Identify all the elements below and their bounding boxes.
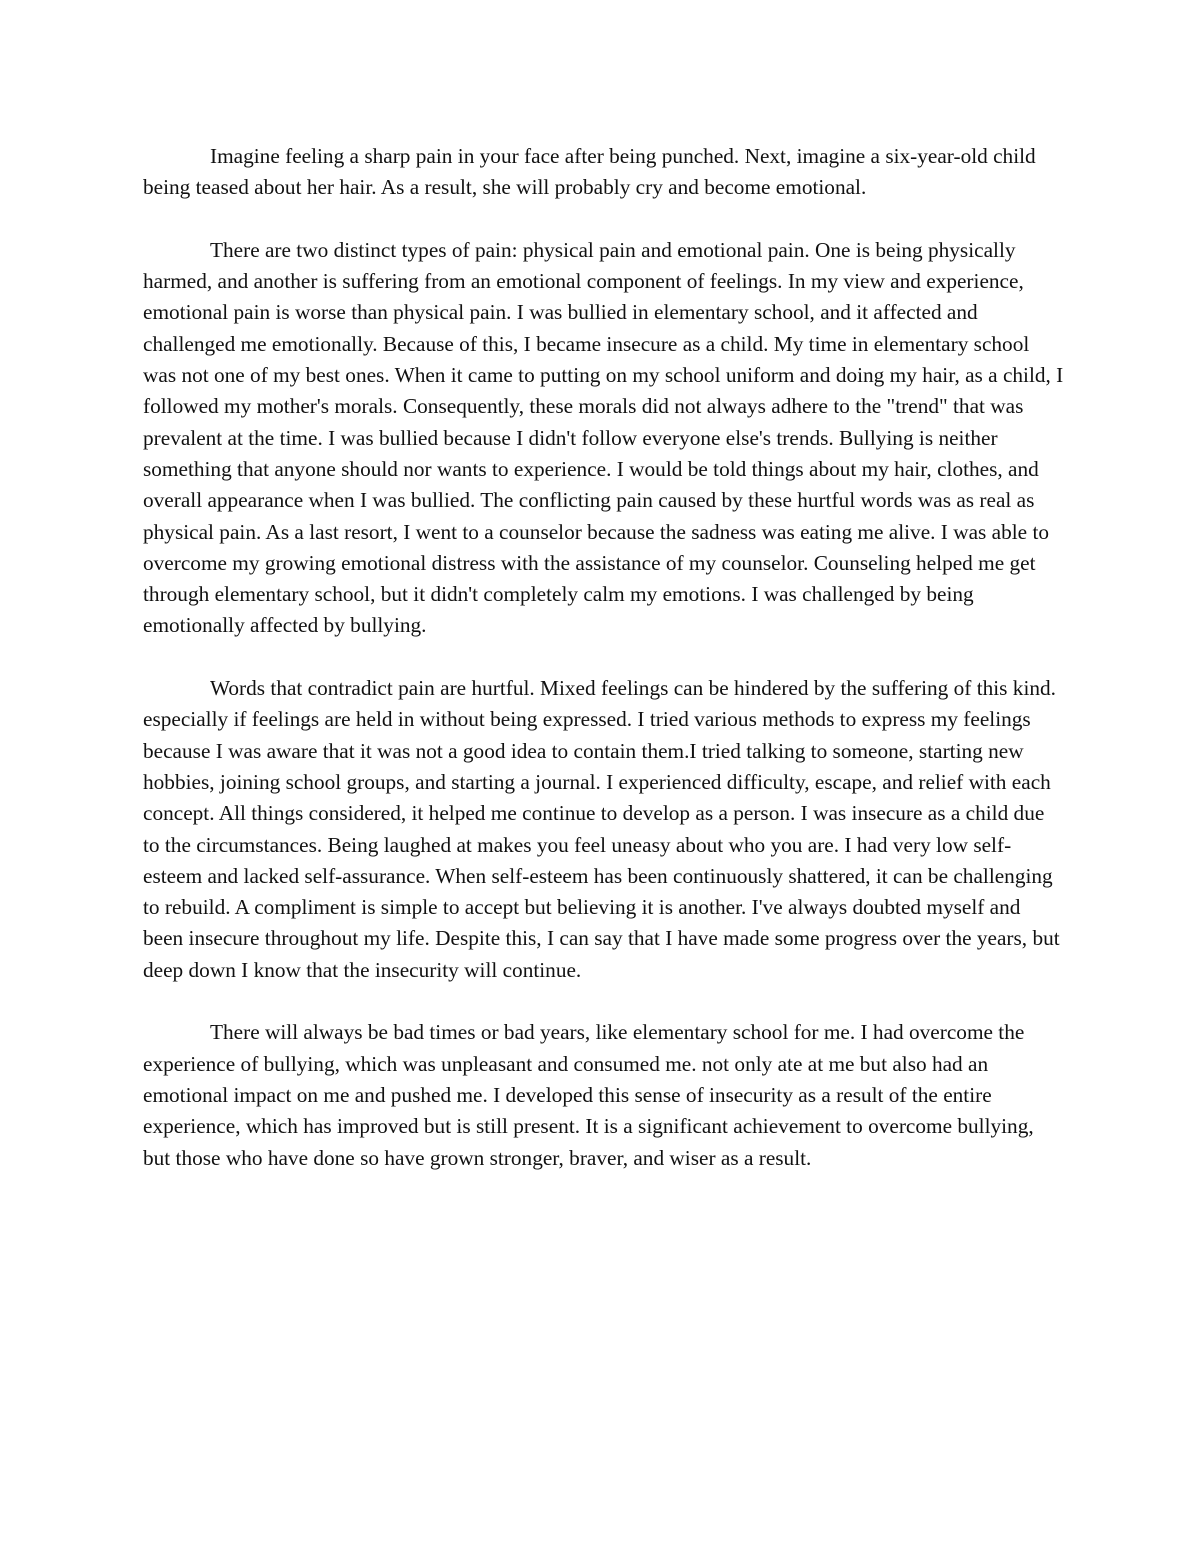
paragraph-2: There are two distinct types of pain: physical pain and emotional pain. One is being physically harmed, and another is suffering from an emotional component of feelings. In my view and experience, emotional pain is worse than physical pain. I was bullied in elementary school, and it affected and challenged me emotionally. Because of this, I became insecure as a child. My time in elementary school was not one of my best ones. When it came to putting on my school uniform and doing my hair, as a child, I followed my mother's morals. Consequently, these morals did not always adhere to the "trend" that was prevalent at the time. I was bullied because I didn't follow everyone else's trends. Bullying is neither something that anyone should nor wants to experience. I would be told things about my hair, clothes, and overall appearance when I was bullied. The conflicting pain caused by these hurtful words was as real as physical pain. As a last resort, I went to a counselor because the sadness was eating me alive. I was able to overcome my growing emotional distress with the assistance of my counselor. Counseling helped me get through elementary school, but it didn't completely calm my emotions. I was challenged by being emotionally affected by bullying.: [143, 237, 1064, 638]
paragraph-1: Imagine feeling a sharp pain in your face after being punched. Next, imagine a six-year-old child being teased about her hair. As a result, she will probably cry and become emotional.: [143, 144, 1036, 200]
document-body: [143, 141, 1065, 1174]
paragraph-3: Words that contradict pain are hurtful. Mixed feelings can be hindered by the suffering of this kind. especially if feelings are held in without being expressed. I tried various methods to express my feelings because I was aware that it was not a good idea to contain them.I tried talking to someone, starting new hobbies, joining school groups, and starting a journal. I experienced difficulty, escape, and relief with each concept. All things considered, it helped me continue to develop as a person. I was insecure as a child due to the circumstances. Being laughed at makes you feel uneasy about who you are. I had very low self-esteem and lacked self-assurance. When self-esteem has been continuously shattered, it can be challenging to rebuild. A compliment is simple to accept but believing it is another. I've always doubted myself and been insecure throughout my life. Despite this, I can say that I have made some progress over the years, but deep down I know that the insecurity will continue.: [143, 676, 1060, 982]
paragraph-4: There will always be bad times or bad years, like elementary school for me. I had overcome the experience of bullying, which was unpleasant and consumed me. not only ate at me but also had an emotional impact on me and pushed me. I developed this sense of insecurity as a result of the entire experience, which has improved but is still present. It is a significant achievement to overcome bullying, but those who have done so have grown stronger, braver, and wiser as a result.: [143, 1020, 1034, 1170]
